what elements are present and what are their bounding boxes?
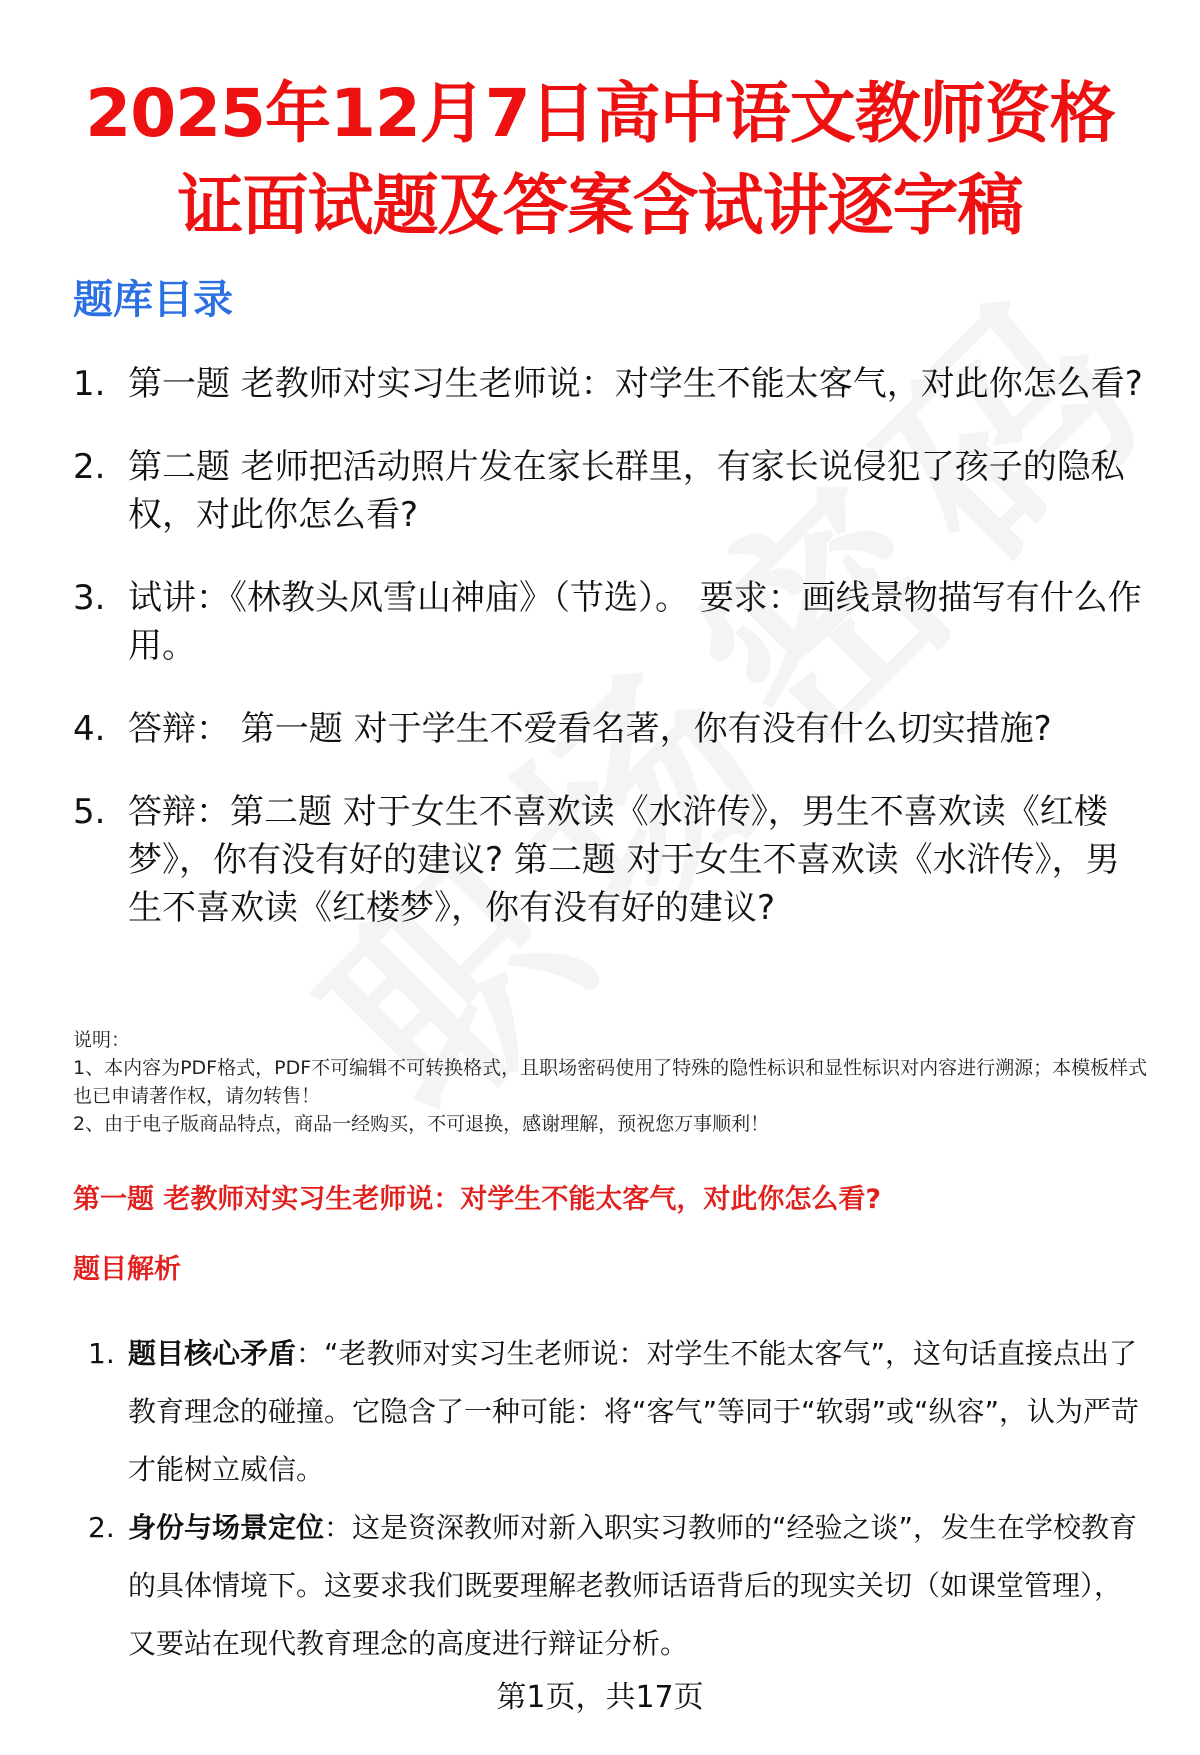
analysis-item-number: 2. — [88, 1511, 115, 1544]
toc-list — [73, 360, 1153, 967]
toc-item-number: 2. — [73, 447, 106, 487]
notes-line-1: 1、本内容为PDF格式，PDF不可编辑不可转换格式，且职场密码使用了特殊的隐性标识和显性标识对内容进行溯源；本模板样式也已申请著作权，请勿转售！ — [73, 1057, 1148, 1107]
analysis-item-number: 1. — [88, 1337, 115, 1370]
document-title — [0, 68, 1200, 252]
analysis-item-lead: 身份与场景定位 — [128, 1511, 325, 1544]
toc-heading: 题库目录 — [73, 277, 233, 323]
analysis-item — [73, 1325, 1143, 1499]
analysis-item-text: ：这是资深教师对新入职实习教师的“经验之谈”，发生在学校教育的具体情境下。这要求我们既要理解老教师话语背后的现实关切（如课堂管理），又要站在现代教育理念的高度进行辩证分析。 — [128, 1511, 1138, 1660]
notes — [73, 1026, 1163, 1138]
toc-item-number: 4. — [73, 709, 106, 749]
toc-item — [73, 360, 1153, 408]
title-line-2: 证面试题及答案含试讲逐字稿 — [177, 167, 1023, 244]
analysis-item-lead: 题目核心矛盾 — [128, 1337, 297, 1370]
toc-item-number: 5. — [73, 792, 106, 832]
toc-item-text: 答辩： 第一题 对于学生不爱看名著，你有没有什么切实措施? — [128, 709, 1052, 749]
toc-item-text: 第二题 老师把活动照片发在家长群里，有家长说侵犯了孩子的隐私权，对此你怎么看? — [128, 447, 1125, 535]
toc-item — [73, 705, 1153, 753]
notes-label: 说明： — [73, 1029, 131, 1051]
title-line-1: 2025年12月7日高中语文教师资格 — [85, 75, 1115, 152]
analysis-list — [73, 1325, 1143, 1673]
analysis-heading: 题目解析 — [73, 1254, 181, 1285]
toc-item-number: 1. — [73, 364, 106, 404]
toc-item — [73, 788, 1153, 932]
toc-item-text: 答辩：第二题 对于女生不喜欢读《水浒传》，男生不喜欢读《红楼梦》，你有没有好的建议? 第二题 对于女生不喜欢读《水浒传》，男生不喜欢读《红楼梦》，你有没有好的建议? — [128, 792, 1120, 928]
toc-item — [73, 574, 1153, 670]
toc-item — [73, 443, 1153, 539]
toc-item-text: 试讲：《林教头风雪山神庙》（节选）。 要求：画线景物描写有什么作用。 — [128, 578, 1142, 666]
analysis-item — [73, 1499, 1143, 1673]
notes-line-2: 2、由于电子版商品特点，商品一经购买，不可退换，感谢理解，预祝您万事顺利！ — [73, 1113, 770, 1135]
question-heading: 第一题 老教师对实习生老师说：对学生不能太客气，对此你怎么看? — [73, 1184, 882, 1215]
analysis-item-text: ：“老教师对实习生老师说：对学生不能太客气”，这句话直接点出了教育理念的碰撞。它隐含了一种可能：将“客气”等同于“软弱”或“纵容”，认为严苛才能树立威信。 — [128, 1337, 1140, 1486]
toc-item-number: 3. — [73, 578, 106, 618]
page-footer: 第1页，共17页 — [496, 1680, 704, 1715]
toc-item-text: 第一题 老教师对实习生老师说：对学生不能太客气，对此你怎么看? — [128, 364, 1143, 404]
